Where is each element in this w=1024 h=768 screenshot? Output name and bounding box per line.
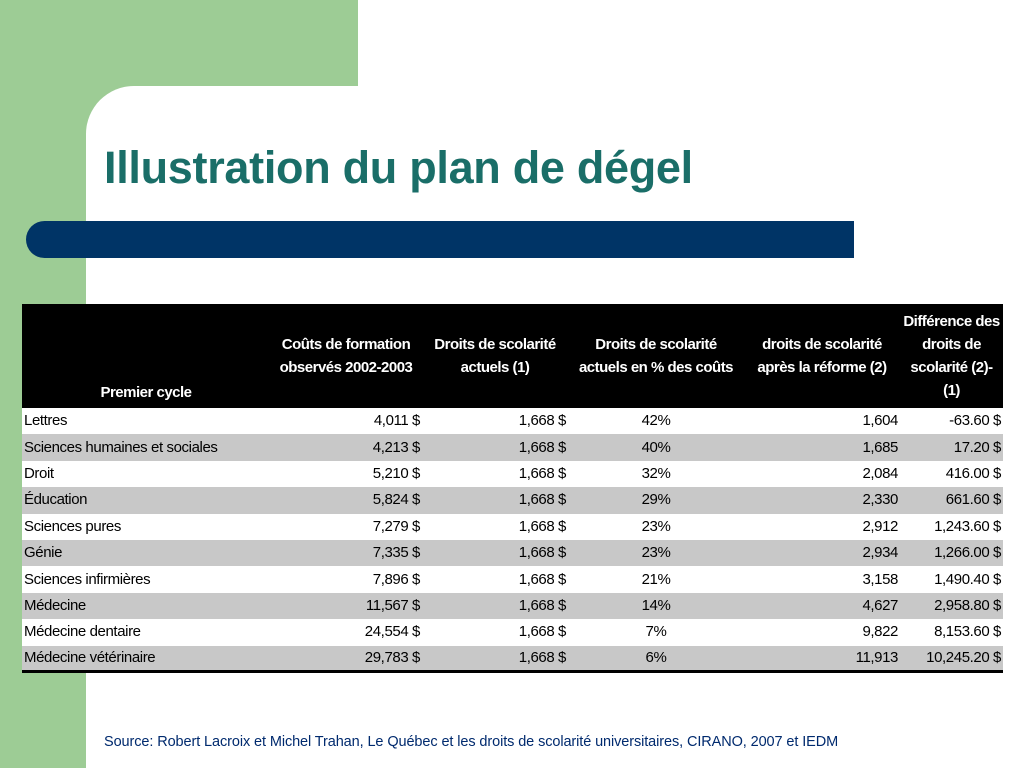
- header-row: [22, 304, 1003, 408]
- row-label: Sciences pures: [24, 517, 121, 535]
- difference-cell: 17.20 $: [953, 438, 1001, 456]
- table-row: [22, 487, 1003, 513]
- row-label: Éducation: [24, 491, 88, 509]
- row-label: Médecine: [24, 596, 86, 614]
- cost-cell: 4,011 $: [373, 412, 420, 430]
- after-reform-cell: 4,627: [862, 596, 898, 614]
- source-citation: Source: Robert Lacroix et Michel Trahan, Le Québec et les droits de scolarité universitaires, CIRANO, 2007 et IEDM: [104, 734, 839, 750]
- difference-cell: 1,490.40 $: [934, 570, 1001, 588]
- pct-cell: 40%: [641, 438, 671, 456]
- table-row: [22, 408, 1003, 434]
- pct-cell: 6%: [645, 648, 667, 666]
- after-reform-cell: 2,934: [862, 544, 898, 562]
- pct-cell: 23%: [641, 544, 671, 562]
- difference-cell: 8,153.60 $: [934, 623, 1001, 641]
- table-row: [22, 514, 1003, 540]
- pct-cell: 29%: [641, 491, 671, 509]
- header-difference: Différence des droits de scolarité (2)-(1): [903, 313, 1000, 399]
- after-reform-cell: 2,084: [862, 464, 898, 482]
- table-row: [22, 593, 1003, 619]
- row-label: Sciences infirmières: [24, 570, 151, 588]
- cost-cell: 5,210 $: [372, 464, 420, 482]
- after-reform-cell: 3,158: [862, 570, 898, 588]
- header-couts-formation: Coûts de formation observés 2002-2003: [279, 336, 413, 376]
- after-reform-cell: 11,913: [855, 648, 898, 666]
- table-header: [22, 304, 1003, 408]
- cost-cell: 24,554 $: [364, 623, 420, 641]
- table-row: [22, 646, 1003, 672]
- row-label: Sciences humaines et sociales: [24, 438, 218, 456]
- cost-cell: 11,567 $: [365, 596, 420, 614]
- row-label: Médecine dentaire: [24, 623, 141, 641]
- current-fees-cell: 1,668 $: [518, 623, 566, 641]
- table-row: [22, 566, 1003, 592]
- current-fees-cell: 1,668 $: [518, 544, 566, 562]
- header-premier-cycle: Premier cycle: [100, 384, 192, 401]
- row-label: Génie: [24, 544, 63, 562]
- pct-cell: 23%: [641, 517, 671, 535]
- current-fees-cell: 1,668 $: [518, 491, 566, 509]
- current-fees-cell: 1,668 $: [518, 596, 566, 614]
- pct-cell: 32%: [641, 464, 671, 482]
- current-fees-cell: 1,668 $: [518, 570, 566, 588]
- difference-cell: 1,243.60 $: [934, 517, 1001, 535]
- table-row: [22, 434, 1003, 460]
- difference-cell: 416.00 $: [945, 464, 1001, 482]
- pct-cell: 7%: [645, 623, 667, 641]
- pct-cell: 21%: [641, 570, 671, 588]
- current-fees-cell: 1,668 $: [518, 517, 566, 535]
- after-reform-cell: 9,822: [862, 623, 898, 641]
- difference-cell: -63.60 $: [949, 412, 1001, 430]
- after-reform-cell: 2,330: [862, 491, 898, 509]
- cost-cell: 7,279 $: [372, 517, 420, 535]
- pct-cell: 42%: [641, 412, 671, 430]
- pct-cell: 14%: [641, 596, 671, 614]
- after-reform-cell: 1,604: [862, 412, 898, 430]
- table-row: [22, 540, 1003, 566]
- table-body: [22, 408, 1003, 672]
- slide-title: Illustration du plan de dégel: [104, 142, 693, 193]
- cost-cell: 29,783 $: [364, 648, 420, 666]
- table-row: [22, 461, 1003, 487]
- cost-cell: 4,213 $: [372, 438, 420, 456]
- difference-cell: 1,266.00 $: [934, 544, 1001, 562]
- header-droits-apres-reforme: droits de scolarité après la réforme (2): [757, 336, 887, 376]
- current-fees-cell: 1,668 $: [518, 464, 566, 482]
- cost-cell: 7,335 $: [372, 544, 420, 562]
- row-label: Droit: [24, 464, 54, 482]
- header-droits-pct-couts: Droits de scolarité actuels en % des coûts: [578, 336, 734, 376]
- accent-bar: [26, 221, 854, 258]
- table-row: [22, 619, 1003, 645]
- current-fees-cell: 1,668 $: [518, 438, 566, 456]
- difference-cell: 2,958.80 $: [934, 596, 1001, 614]
- after-reform-cell: 1,685: [862, 438, 898, 456]
- current-fees-cell: 1,668 $: [518, 648, 566, 666]
- after-reform-cell: 2,912: [862, 517, 898, 535]
- cost-cell: 7,896 $: [372, 570, 420, 588]
- current-fees-cell: 1,668 $: [518, 412, 566, 430]
- header-droits-actuels: Droits de scolarité actuels (1): [434, 336, 556, 376]
- difference-cell: 661.60 $: [945, 491, 1001, 509]
- difference-cell: 10,245.20 $: [926, 648, 1001, 666]
- row-label: Médecine vétérinaire: [24, 648, 156, 666]
- row-label: Lettres: [24, 412, 68, 430]
- cost-cell: 5,824 $: [372, 491, 420, 509]
- tuition-table: [22, 304, 1003, 673]
